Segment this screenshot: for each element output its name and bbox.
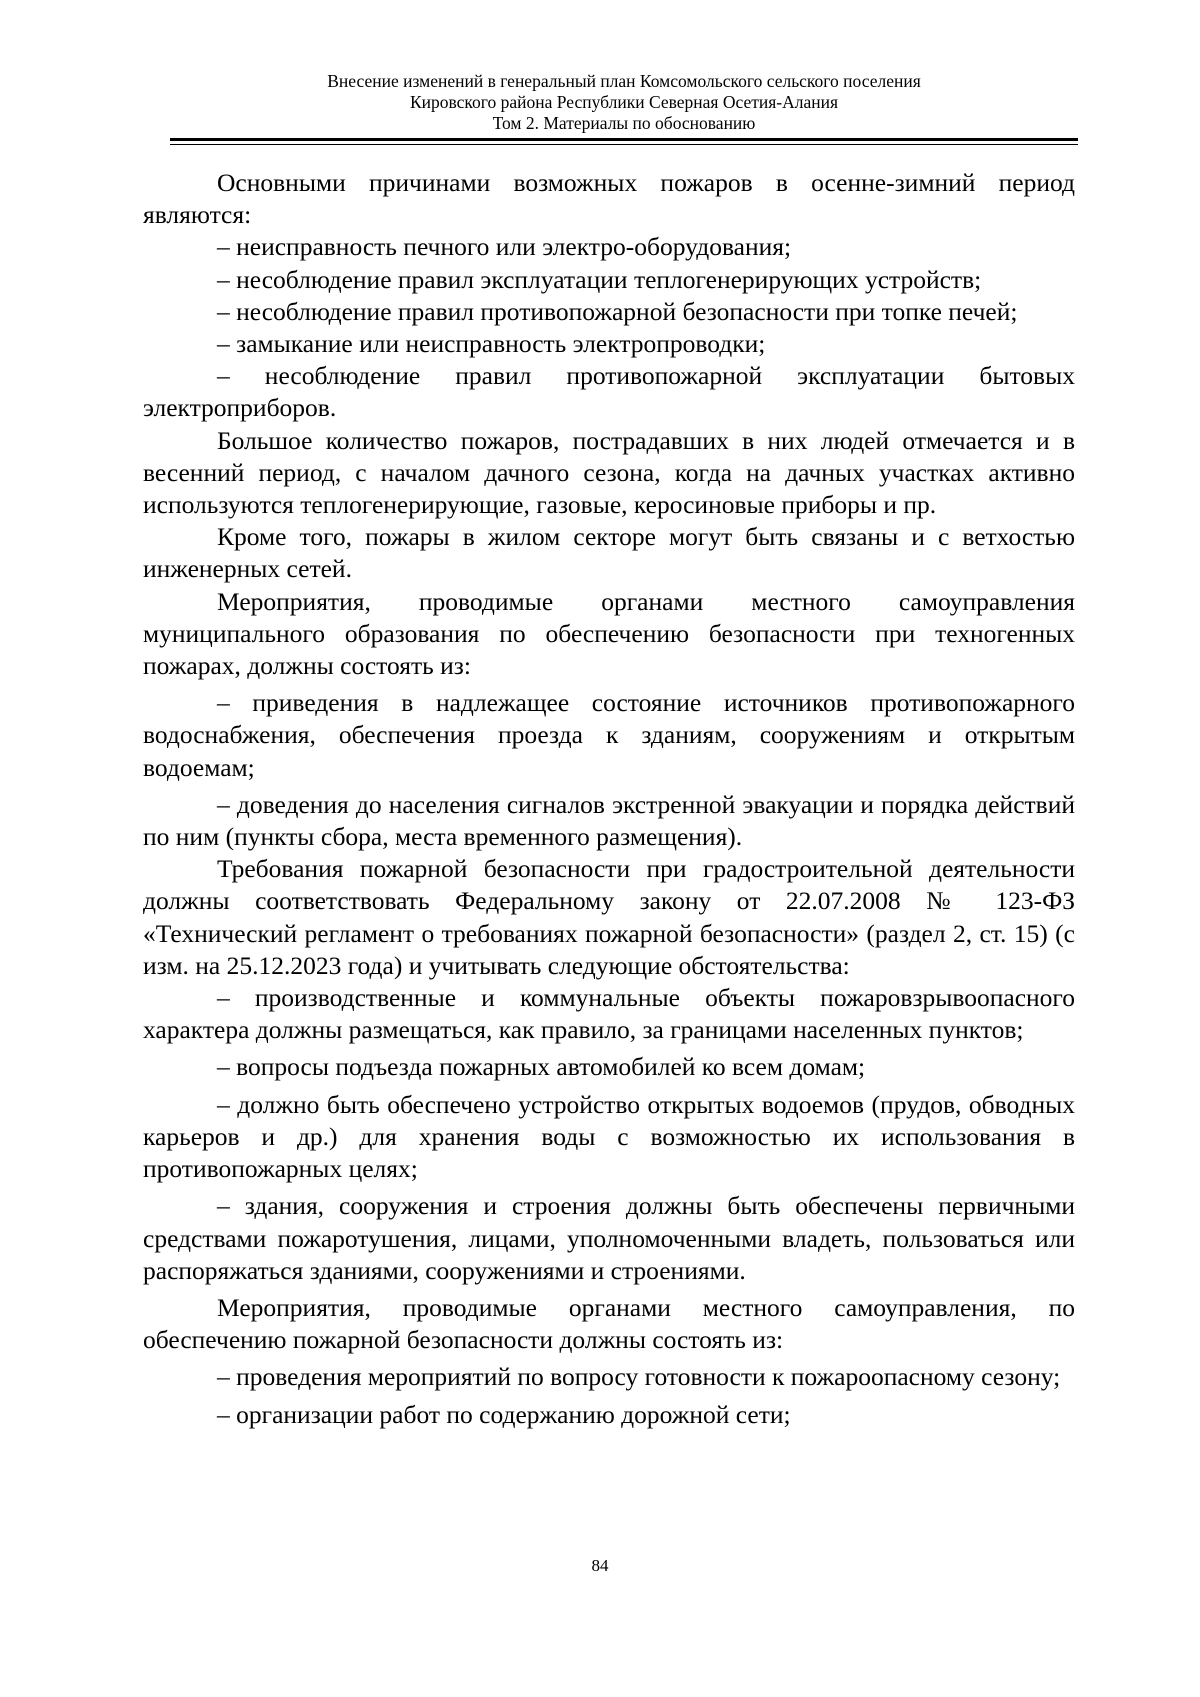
- list-item: – организации работ по содержанию дорожной сети;: [217, 1399, 791, 1429]
- header-rule-thick: [170, 138, 1078, 141]
- paragraph: Требования пожарной безопасности при градостроительной деятельности должны соответствовать Федеральному закону от 22.07.2008 № 123-ФЗ «Технический регламент о требованиях пожарной безопасности» (раздел 2, ст. 15) (с изм. на 25.12.2023 года) и учитывать следующие обстоятельства:: [143, 854, 1075, 980]
- paragraph: Мероприятия, проводимые органами местного самоуправления муниципального образования по обеспечению безопасности при техногенных пожарах, должны состоять из:: [143, 586, 1075, 681]
- paragraph: Кроме того, пожары в жилом секторе могут быть связаны и с ветхостью инженерных сетей.: [143, 522, 1075, 584]
- list-item: – доведения до населения сигналов экстренной эвакуации и порядка действий по ним (пункты сбора, места временного размещения).: [143, 789, 1075, 852]
- list-item: – здания, сооружения и строения должны быть обеспечены первичными средствами пожаротушения, лицами, уполномоченными владеть, пользоваться или распоряжаться зданиями, сооружениями и строениями.: [143, 1191, 1075, 1285]
- page-number: 84: [591, 1556, 609, 1575]
- running-header: [170, 71, 1078, 134]
- paragraph: Основными причинами возможных пожаров в осенне-зимний период являются:: [143, 168, 1075, 230]
- list-item: – должно быть обеспечено устройство открытых водоемов (прудов, обводных карьеров и др.) для хранения воды с возможностью их использования в противопожарных целях;: [143, 1089, 1075, 1184]
- paragraph: Мероприятия, проводимые органами местного самоуправления, по обеспечению пожарной безопасности должны состоять из:: [143, 1292, 1075, 1355]
- list-item: – неисправность печного или электро-оборудования;: [217, 232, 792, 262]
- list-item: – вопросы подъезда пожарных автомобилей ко всем домам;: [217, 1052, 866, 1082]
- header-line-2: Кировского района Республики Северная Осетия-Алания: [409, 92, 839, 112]
- body-text: [143, 167, 1075, 1431]
- paragraph: Большое количество пожаров, пострадавших в них людей отмечается и в весенний период, с началом дачного сезона, когда на дачных участках активно используются теплогенерирующие, газовые, керосиновые приборы и пр.: [143, 425, 1075, 520]
- list-item: – проведения мероприятий по вопросу готовности к пожароопасному сезону;: [217, 1362, 1061, 1392]
- list-item: – приведения в надлежащее состояние источников противопожарного водоснабжения, обеспечения проезда к зданиям, сооружениям и открытым водоемам;: [143, 688, 1075, 782]
- header-line-3: Том 2. Материалы по обоснованию: [492, 113, 756, 133]
- list-item: – несоблюдение правил противопожарной безопасности при топке печей;: [217, 296, 1018, 326]
- header-rule-thin: [170, 144, 1078, 145]
- list-item: – несоблюдение правил противопожарной эксплуатации бытовых электроприборов.: [143, 361, 1075, 423]
- list-item: – замыкание или неисправность электропроводки;: [217, 329, 766, 359]
- list-item: – производственные и коммунальные объекты пожаровзрывоопасного характера должны размещаться, как правило, за границами населенных пунктов;: [143, 983, 1075, 1045]
- list-item: – несоблюдение правил эксплуатации теплогенерирующих устройств;: [217, 264, 982, 294]
- header-line-1: Внесение изменений в генеральный план Комсомольского сельского поселения: [327, 71, 921, 91]
